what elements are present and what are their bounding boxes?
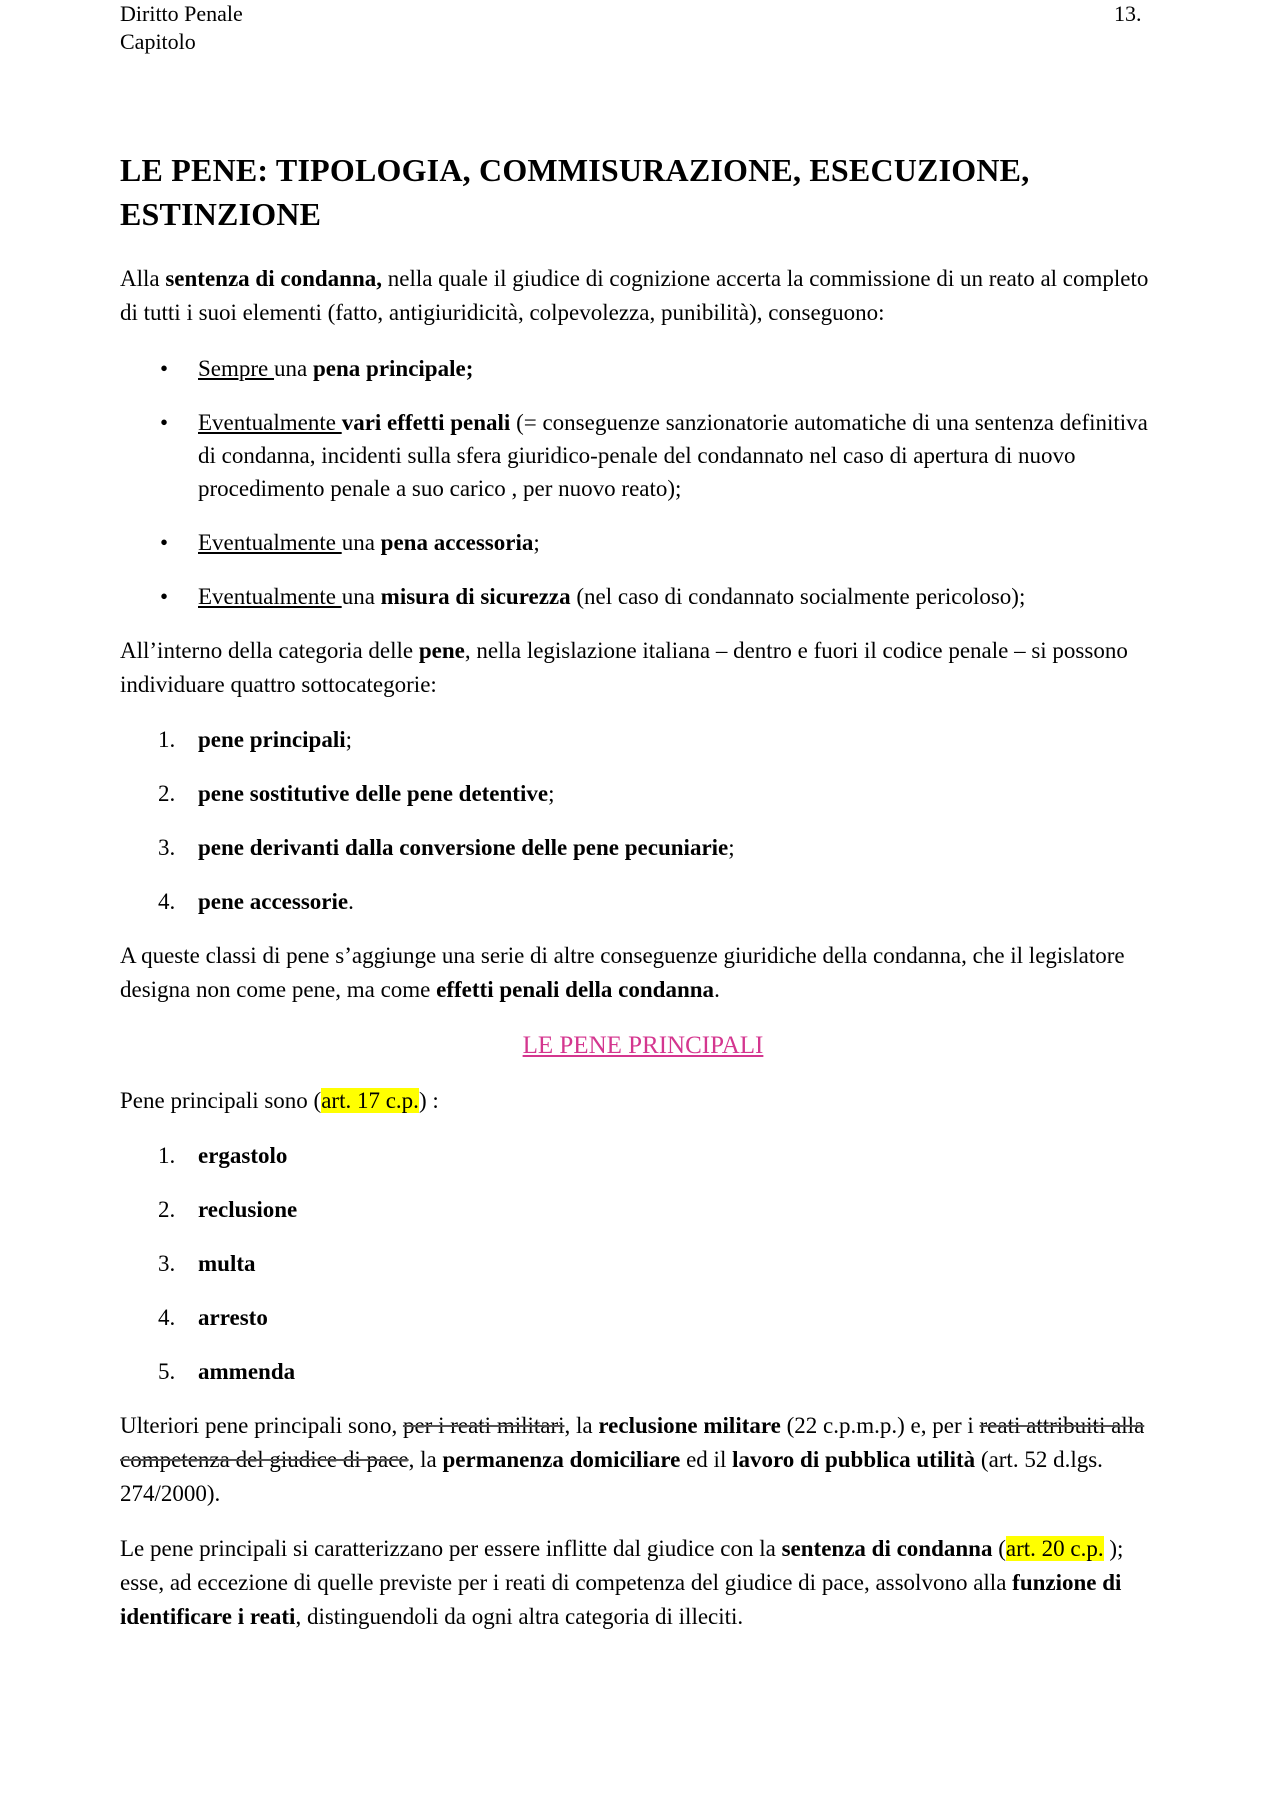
text-run: (nel caso di condannato socialmente pericoloso); [570, 584, 1026, 609]
list-item [120, 723, 1166, 756]
list-number: 2. [158, 1197, 176, 1222]
text-run: ; [533, 530, 540, 555]
underlined-run: Eventualmente [198, 584, 342, 609]
bold-run: permanenza domiciliare [442, 1447, 681, 1472]
text-run: ); esse, ad eccezione di quelle previste per i reati di competenza del giudice di pace, assolvono alla [120, 1536, 1124, 1595]
consequences-list [120, 352, 1166, 613]
text-run: ; [728, 835, 735, 860]
text-run: , la [564, 1413, 599, 1438]
categories-intro-paragraph [120, 634, 1166, 702]
list-number: 3. [158, 1251, 176, 1276]
intro-paragraph [120, 262, 1166, 330]
text-run: Le pene principali si caratterizzano per essere inflitte dal giudice con la [120, 1536, 782, 1561]
text-run: , distinguendoli da ogni altra categoria di illeciti. [295, 1604, 744, 1629]
text-run: . [348, 889, 354, 914]
bold-run: pene sostitutive delle pene detentive [198, 781, 549, 806]
header-subject: Diritto Penale [120, 1, 243, 26]
categories-list [120, 723, 1166, 918]
underlined-run: Sempre [198, 356, 275, 381]
text-run: (art. 52 d.lgs. 274/2000). [120, 1447, 1103, 1506]
bold-run: arresto [198, 1305, 268, 1330]
list-number: 2. [158, 781, 176, 806]
list-item [120, 352, 1166, 385]
bold-run: pene principali [198, 727, 346, 752]
bold-run: pene derivanti dalla conversione delle pene pecuniarie [198, 835, 729, 860]
text-run: Alla [120, 266, 166, 291]
bullet-marker: • [160, 410, 169, 435]
bold-run: pena accessoria [380, 530, 534, 555]
bold-run: ergastolo [198, 1143, 288, 1168]
bold-run: pene accessorie [198, 889, 349, 914]
effects-paragraph [120, 939, 1166, 1007]
text-run: ; [548, 781, 555, 806]
list-item [120, 526, 1166, 559]
list-item [120, 1139, 1166, 1172]
list-item [120, 1193, 1166, 1226]
list-item [120, 580, 1166, 613]
struck-run: per i reati militari [402, 1413, 565, 1438]
page-header-left [120, 0, 243, 56]
text-run: ) : [418, 1088, 439, 1113]
main-penalties-intro [120, 1084, 1166, 1118]
bullet-marker: • [160, 584, 169, 609]
other-penalties-paragraph [120, 1409, 1166, 1511]
document-body [120, 148, 1166, 1634]
bold-run: sentenza di condanna [781, 1536, 993, 1561]
bold-run: multa [198, 1251, 256, 1276]
underlined-run: Eventualmente [198, 530, 342, 555]
characteristics-paragraph [120, 1532, 1166, 1634]
bold-run: pena principale; [312, 356, 474, 381]
bold-run: pene [418, 638, 465, 663]
struck-run: reati attribuiti alla competenza del giudice di pace [120, 1413, 1145, 1472]
list-item [120, 1247, 1166, 1280]
text-run: . [714, 977, 720, 1002]
bold-run: vari effetti penali [341, 410, 511, 435]
list-number: 3. [158, 835, 176, 860]
main-penalties-list [120, 1139, 1166, 1388]
section-heading: LE PENE PRINCIPALI [522, 1032, 764, 1059]
text-run: Pene principali sono ( [120, 1088, 322, 1113]
header-page-number: 13. [1114, 1, 1142, 26]
bold-run: reclusione [198, 1197, 298, 1222]
list-item [120, 885, 1166, 918]
text-run: (22 c.p.m.p.) e, per i [780, 1413, 980, 1438]
list-number: 5. [158, 1359, 176, 1384]
list-item [120, 831, 1166, 864]
bold-run: ammenda [198, 1359, 296, 1384]
list-item [120, 406, 1166, 505]
text-run: ( [992, 1536, 1006, 1561]
list-number: 1. [158, 727, 176, 752]
list-item [120, 1355, 1166, 1388]
bullet-marker: • [160, 530, 169, 555]
text-run: A queste classi di pene s’aggiunge una serie di altre conseguenze giuridiche della condanna, che il legislatore designa non come pene, ma come [120, 943, 1125, 1002]
list-item [120, 1301, 1166, 1334]
highlighted-run: art. 17 c.p. [321, 1088, 419, 1113]
bullet-marker: • [160, 356, 169, 381]
underlined-run: Eventualmente [198, 410, 342, 435]
text-run: (= conseguenze sanzionatorie automatiche di una sentenza definitiva di condanna, incidenti sulla sfera giuridico-penale del condannato nel caso di apertura di nuovo procedimento penale a suo carico , per nuovo reato); [198, 410, 1148, 501]
text-run: ed il [680, 1447, 733, 1472]
list-item [120, 777, 1166, 810]
text-run: , nella legislazione italiana – dentro e fuori il codice penale – si possono individuare quattro sottocategorie: [120, 638, 1128, 697]
list-number: 4. [158, 1305, 176, 1330]
text-run: una [341, 530, 381, 555]
highlighted-run: art. 20 c.p. [1005, 1536, 1104, 1561]
bold-run: reclusione militare [598, 1413, 781, 1438]
text-run: Ulteriori pene principali sono, [120, 1413, 403, 1438]
text-run: ; [345, 727, 352, 752]
bold-run: misura di sicurezza [380, 584, 571, 609]
bold-run: sentenza di condanna, [165, 266, 382, 291]
bold-run: lavoro di pubblica utilità [732, 1447, 976, 1472]
text-run: una [341, 584, 381, 609]
list-number: 4. [158, 889, 176, 914]
bold-run: funzione di identificare i reati [120, 1570, 1122, 1629]
text-run: All’interno della categoria delle [120, 638, 419, 663]
document-title: LE PENE: TIPOLOGIA, COMMISURAZIONE, ESECUZIONE, ESTINZIONE [120, 152, 1030, 232]
text-run: nella quale il giudice di cognizione accerta la commissione di un reato al completo di tutti i suoi elementi (fatto, antigiuridicità, colpevolezza, punibilità), conseguono: [120, 266, 1149, 325]
bold-run: effetti penali della condanna [436, 977, 715, 1002]
text-run: una [274, 356, 313, 381]
text-run: , la [408, 1447, 443, 1472]
header-chapter: Capitolo [120, 29, 196, 54]
list-number: 1. [158, 1143, 176, 1168]
